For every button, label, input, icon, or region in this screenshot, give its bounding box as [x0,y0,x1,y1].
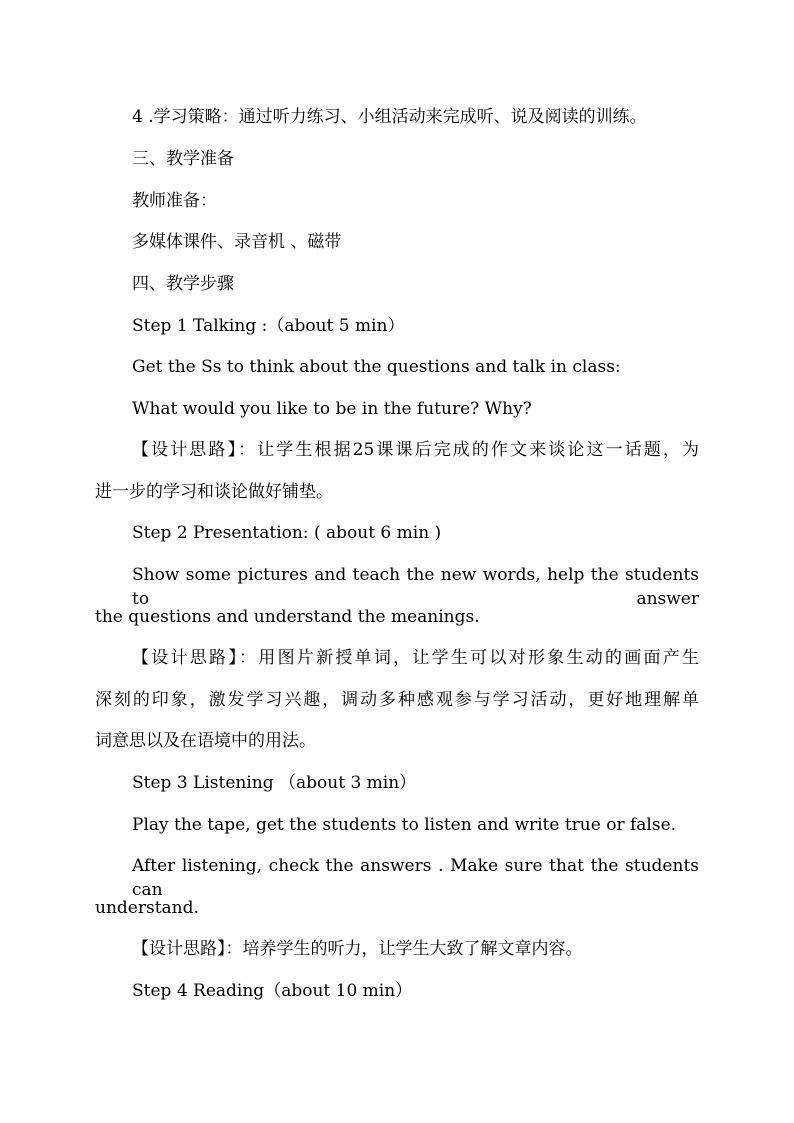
materials-list: 多媒体课件、录音机 、磁带 [132,232,342,252]
learning-strategy-line: 4 .学习策略：通过听力练习、小组活动来完成听、说及阅读的训练。 [132,107,647,127]
design-rationale-3: 【设计思路】：培养学生的听力，让学生大致了解文章内容。 [132,939,583,959]
step-2-instruction-line-2: the questions and understand the meanings. [95,607,480,627]
step-3-heading: Step 3 Listening （about 3 min） [132,773,417,793]
step-1-heading: Step 1 Talking :（about 5 min） [132,316,405,336]
step-3-followup-line-1: After listening, check the answers . Make sure that the students can [132,856,699,900]
step-2-instruction-line-1: Show some pictures and teach the new words, help the students to answer [132,565,699,609]
section-heading-teaching-preparation: 三、教学准备 [132,149,234,169]
design-rationale-2-line-3: 词意思以及在语境中的用法。 [95,731,316,751]
step-3-instruction: Play the tape, get the students to listen and write true or false. [132,815,677,835]
step-1-instruction: Get the Ss to think about the questions and talk in class: [132,357,621,377]
design-rationale-1-line-2: 进一步的学习和谈论做好铺垫。 [95,482,333,502]
step-1-question: What would you like to be in the future? Why? [132,399,532,419]
teacher-preparation-label: 教师准备： [132,191,217,211]
design-rationale-1-line-1: 【设计思路】：让学生根据25课课后完成的作文来谈论这一话题，为 [132,440,699,460]
design-rationale-2-line-2: 深刻的印象，激发学习兴趣，调动多种感观参与学习活动，更好地理解单 [95,690,699,710]
section-heading-teaching-steps: 四、教学步骤 [132,274,234,294]
step-2-heading: Step 2 Presentation: ( about 6 min ) [132,523,442,543]
step-4-heading: Step 4 Reading（about 10 min） [132,981,413,1001]
step-3-followup-line-2: understand. [95,898,199,918]
design-rationale-2-line-1: 【设计思路】：用图片新授单词，让学生可以对形象生动的画面产生 [132,648,699,668]
